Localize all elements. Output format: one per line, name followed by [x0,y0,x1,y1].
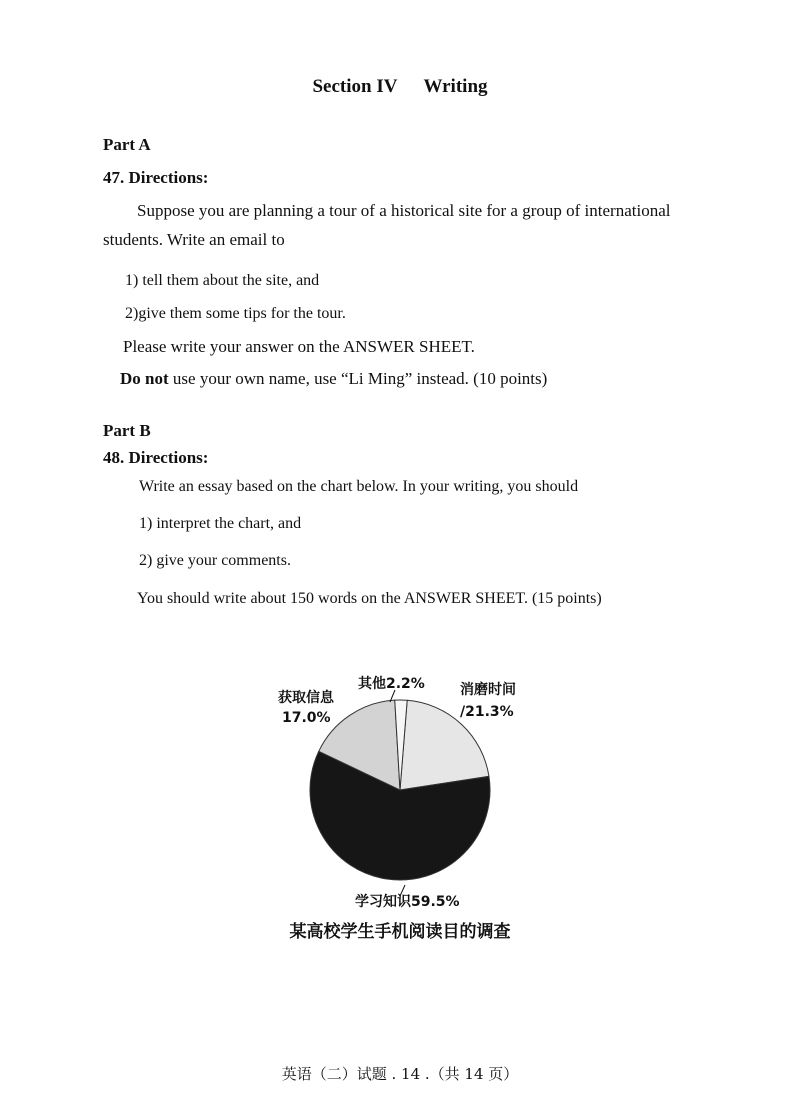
q47-paragraph-line1: Suppose you are planning a tour of a historical site for a group of international [137,201,671,220]
question-47-heading: 47. Directions: [103,168,209,187]
q47-note-text: use your own name, use “Li Ming” instead. (10 points) [168,369,548,388]
q48-instruction: You should write about 150 words on the ANSWER SHEET. (15 points) [137,590,602,607]
q48-item-2: 2) give your comments. [139,552,291,569]
pie-chart [260,670,560,950]
section-title [0,76,800,98]
question-48-heading: 48. Directions: [103,448,209,467]
section-name: Writing [423,76,488,97]
q47-note-bold: Do not [120,369,169,388]
q48-item-1: 1) interpret the chart, and [139,515,302,532]
label-other: 其他2.2% [358,676,425,692]
q47-note [120,369,547,389]
q47-item-2: 2)give them some tips for the tour. [125,305,346,322]
q48-line1: Write an essay based on the chart below. In your writing, you should [139,478,579,495]
page-footer: 英语（二）试题 . 14 .（共 14 页） [281,1065,519,1083]
q47-instruction: Please write your answer on the ANSWER SHEET. [123,337,475,356]
chart-caption: 某高校学生手机阅读目的调查 [289,922,511,942]
label-get-info-name: 获取信息 [278,690,334,706]
label-learn-knowledge: 学习知识59.5% [355,894,460,910]
label-pass-time-name: 消磨时间 [460,682,516,698]
label-get-info-value: 17.0% [282,710,331,726]
q47-paragraph-line2: students. Write an email to [103,230,285,249]
section-number: Section IV [312,76,398,97]
part-a-heading: Part A [103,135,151,154]
label-pass-time-value: /21.3% [460,704,514,720]
part-b-heading: Part B [103,421,151,440]
pie-chart-svg [260,670,560,950]
q47-item-1: 1) tell them about the site, and [125,272,320,289]
